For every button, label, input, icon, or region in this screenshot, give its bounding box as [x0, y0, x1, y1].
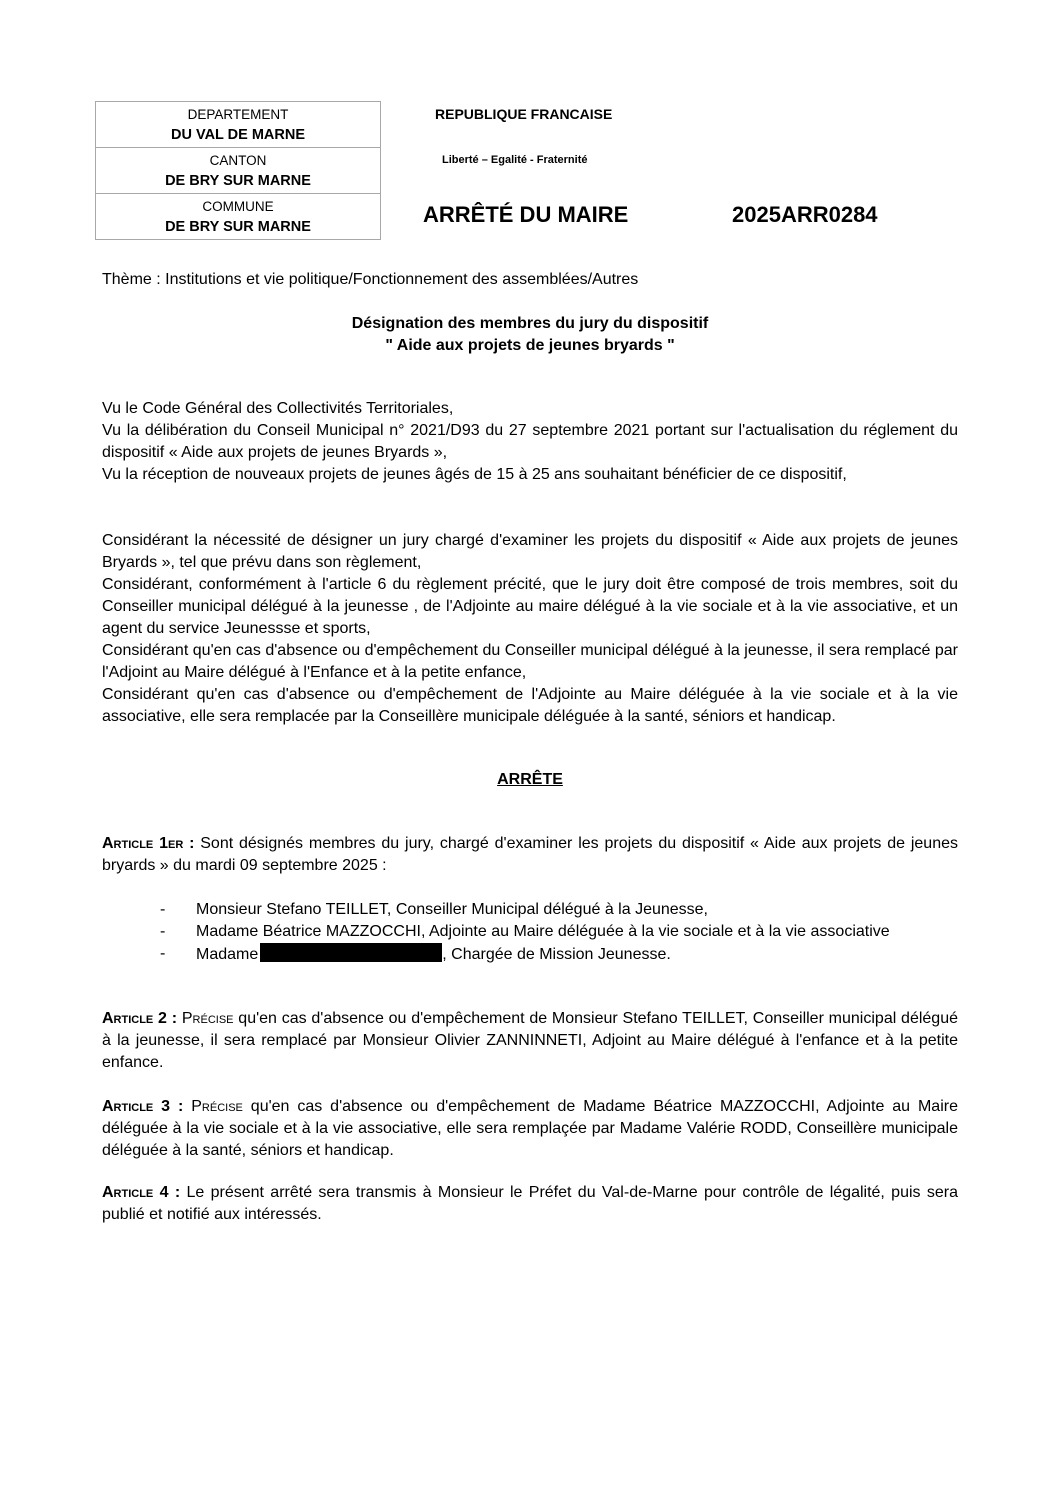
article-3 — [102, 1096, 958, 1162]
considerant-paragraph: Considérant qu'en cas d'absence ou d'empêchement du Conseiller municipal délégué à la jeunesse, il sera remplacé par l'Adjoint au Maire délégué à l'Enfance et à la petite enfance, — [102, 642, 958, 681]
member-3-suffix: , Chargée de Mission Jeunesse. — [442, 946, 671, 963]
subject-line-1: Désignation des membres du jury du dispositif — [351, 315, 709, 332]
arrete-number: 2025ARR0284 — [732, 202, 878, 227]
redacted-name-block — [260, 943, 442, 962]
visa-paragraph: Vu le Code Général des Collectivités Territoriales, — [102, 400, 454, 417]
article-1-text: Sont désignés membres du jury, chargé d'examiner les projets du dispositif « Aide aux projets de jeunes bryards » du mardi 09 septembre 2025 : — [102, 835, 958, 874]
canton-label: CANTON — [209, 152, 267, 168]
article-1-label: Article 1er : — [102, 835, 195, 852]
visa-paragraph: Vu la réception de nouveaux projets de jeunes âgés de 15 à 25 ans souhaitant bénéficier de ce dispositif, — [102, 466, 847, 483]
member-3-prefix: Madame — [196, 946, 259, 963]
article-2-text: qu'en cas d'absence ou d'empêchement de Monsieur Stefano TEILLET, Conseiller municipal délégué à la jeunesse, il sera remplacé par Monsieur Olivier ZANNINNETI, Adjoint au Maire délégué à l'enfance et à la petite enfance. — [102, 1010, 958, 1071]
considerants-section — [102, 530, 958, 728]
list-item — [160, 943, 960, 966]
theme-line: Thème : Institutions et vie politique/Fonctionnement des assemblées/Autres — [102, 271, 639, 288]
departement-cell — [96, 102, 381, 148]
subject-line-2: " Aide aux projets de jeunes bryards " — [385, 337, 675, 354]
commune-cell — [96, 194, 381, 240]
list-item — [160, 921, 960, 943]
jury-member-2: Madame Béatrice MAZZOCCHI, Adjointe au Maire déléguée à la vie sociale et à la vie associative — [196, 923, 890, 940]
article-2 — [102, 1008, 958, 1074]
departement-label: DEPARTEMENT — [187, 106, 289, 122]
article-3-precise: Précise — [191, 1098, 243, 1115]
canton-value: DE BRY SUR MARNE — [165, 172, 311, 189]
visa-paragraph: Vu la délibération du Conseil Municipal n° 2021/D93 du 27 septembre 2021 portant sur l'actualisation du réglement du dispositif « Aide aux projets de jeunes Bryards », — [102, 422, 958, 461]
republic-motto: Liberté – Egalité - Fraternité — [442, 154, 588, 166]
article-2-label: Article 2 : — [102, 1010, 178, 1027]
list-dash: - — [160, 901, 166, 918]
considerant-paragraph: Considérant la nécessité de désigner un jury chargé d'examiner les projets du dispositif « Aide aux projets de jeunes Bryards », tel que prévu dans son règlement, — [102, 532, 958, 571]
considerant-paragraph: Considérant qu'en cas d'absence ou d'empêchement de l'Adjointe au Maire déléguée à la vie sociale et à la vie associative, elle sera remplacée par la Conseillère municipale déléguée à la santé, séniors et handicap. — [102, 686, 958, 725]
commune-value: DE BRY SUR MARNE — [165, 218, 311, 235]
article-4 — [102, 1182, 958, 1226]
canton-cell — [96, 148, 381, 194]
list-dash: - — [160, 945, 166, 962]
departement-value: DU VAL DE MARNE — [171, 126, 305, 143]
visas-section — [102, 398, 958, 486]
commune-label: COMMUNE — [202, 198, 274, 214]
article-3-text: qu'en cas d'absence ou d'empêchement de Madame Béatrice MAZZOCCHI, Adjointe au Maire déléguée à la vie sociale et à la vie associative, elle sera remplaçée par Madame Valérie RODD, Conseillère municipale déléguée à la santé, séniors et handicap. — [102, 1098, 958, 1159]
list-item — [160, 899, 960, 921]
considerant-paragraph: Considérant, conformément à l'article 6 du règlement précité, que le jury doit être composé de trois membres, soit du Conseiller municipal délégué à la jeunesse , de l'Adjointe au maire délégué à la vie sociale et à la vie associative, et un agent du service Jeunessse et sports, — [102, 576, 958, 637]
arrete-title: ARRÊTÉ DU MAIRE — [423, 202, 629, 227]
jury-member-3 — [196, 943, 960, 966]
article-2-precise: Précise — [181, 1010, 234, 1027]
administrative-header-table — [95, 101, 381, 240]
document-subject — [102, 313, 958, 357]
article-4-text: Le présent arrêté sera transmis à Monsieur le Préfet du Val-de-Marne pour contrôle de légalité, puis sera publié et notifié aux intéressés. — [102, 1184, 958, 1223]
arrete-heading: ARRÊTE — [497, 771, 563, 788]
article-4-label: Article 4 : — [102, 1184, 181, 1201]
article-3-label: Article 3 : — [102, 1098, 184, 1115]
jury-members-list — [160, 899, 960, 966]
list-dash: - — [160, 923, 166, 940]
article-1 — [102, 833, 958, 877]
jury-member-1: Monsieur Stefano TEILLET, Conseiller Municipal délégué à la Jeunesse, — [196, 901, 708, 918]
republique-francaise-title: REPUBLIQUE FRANCAISE — [435, 106, 613, 122]
